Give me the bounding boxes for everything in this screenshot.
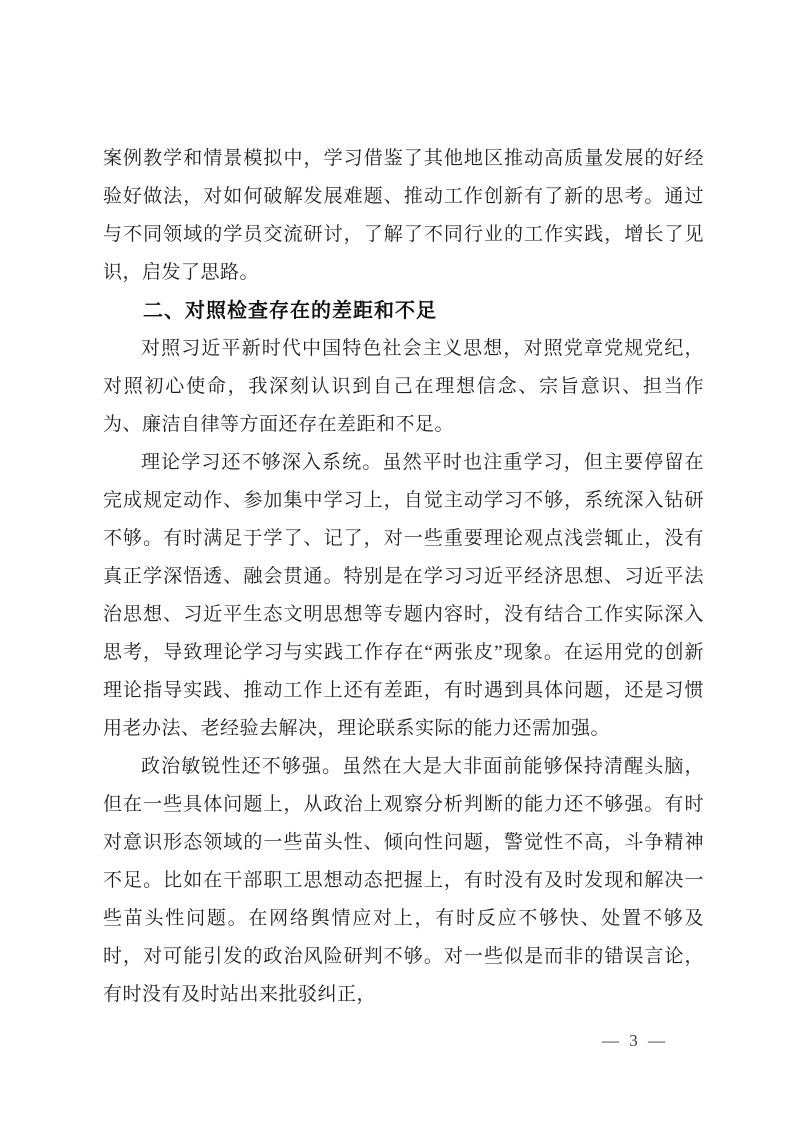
document-body [103, 140, 704, 1014]
page-number: — 3 — [602, 1031, 668, 1050]
paragraph-overview: 对照习近平新时代中国特色社会主义思想，对照党章党规党纪，对照初心使命，我深刻认识到自己在理想信念、宗旨意识、担当作为、廉洁自律等方面还存在差距和不足。 [103, 338, 704, 435]
paragraph-continuation: 案例教学和情景模拟中，学习借鉴了其他地区推动高质量发展的好经验好做法，对如何破解发展难题、推动工作创新有了新的思考。通过与不同领域的学员交流研讨，了解了不同行业的工作实践，增长了见识，启发了思路。 [103, 148, 704, 283]
paragraph-theory-study: 理论学习还不够深入系统。虽然平时也注重学习，但主要停留在完成规定动作、参加集中学习上，自觉主动学习不够，系统深入钻研不够。有时满足于学了、记了，对一些重要理论观点浅尝辄止，没有真正学深悟透、融会贯通。特别是在学习习近平经济思想、习近平法治思想、习近平生态文明思想等专题内容时，没有结合工作实际深入思考，导致理论学习与实践工作存在“两张皮”现象。在运用党的创新理论指导实践、推动工作上还有差距，有时遇到具体问题，还是习惯用老办法、老经验去解决，理论联系实际的能力还需加强。 [103, 452, 704, 739]
paragraph-political-acuity: 政治敏锐性还不够强。虽然在大是大非面前能够保持清醒头脑，但在一些具体问题上，从政治上观察分析判断的能力还不够强。有时对意识形态领域的一些苗头性、倾向性问题，警觉性不高，斗争精神不足。比如在干部职工思想动态把握上，有时没有及时发现和解决一些苗头性问题。在网络舆情应对上，有时反应不够快、处置不够及时，对可能引发的政治风险研判不够。对一些似是而非的错误言论，有时没有及时站出来批驳纠正， [103, 756, 704, 1005]
section-heading: 二、对照检查存在的差距和不足 [143, 300, 437, 322]
